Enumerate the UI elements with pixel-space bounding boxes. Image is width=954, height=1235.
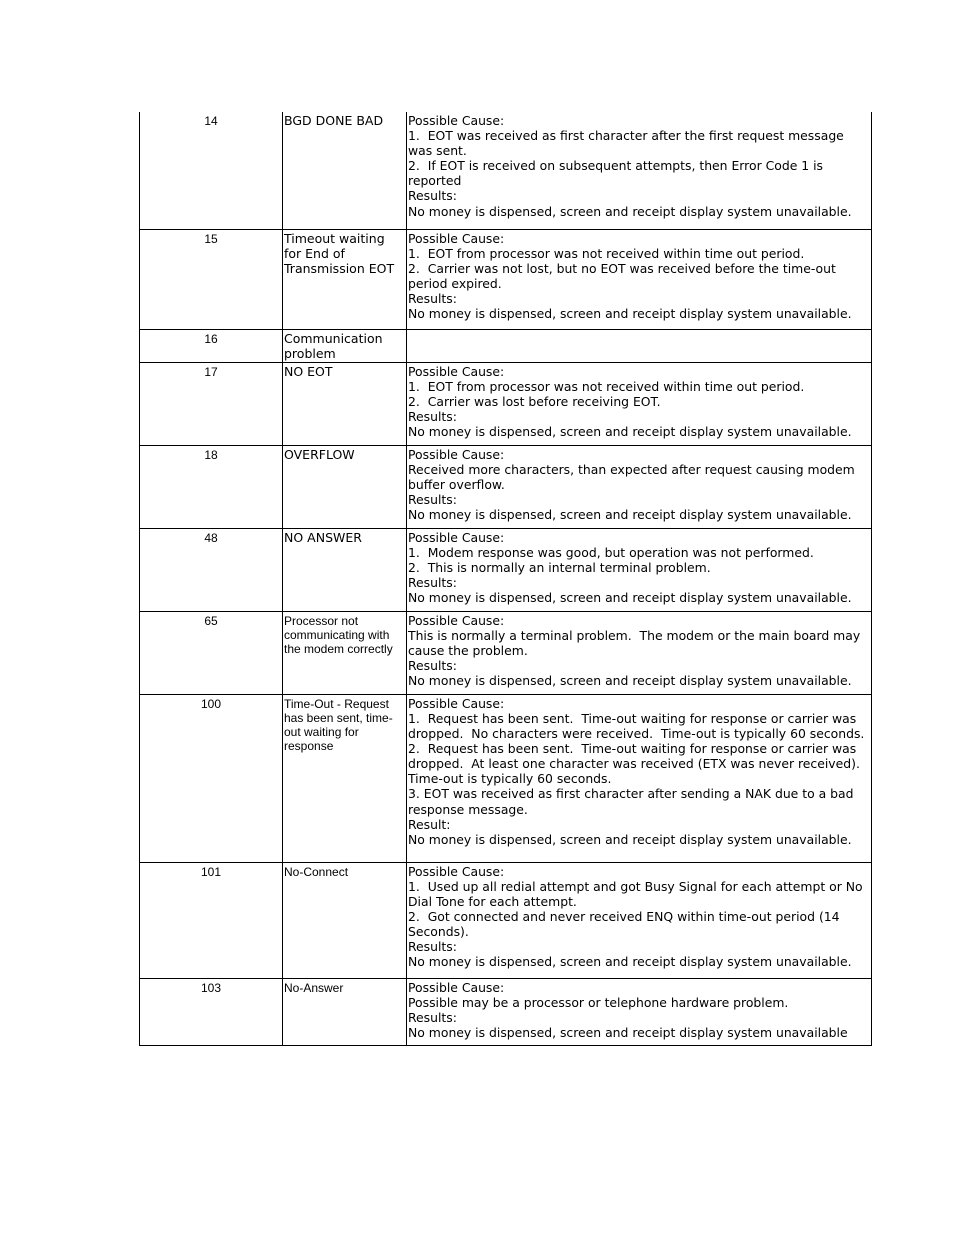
error-code-cell: 100 — [140, 694, 283, 862]
table-row — [140, 445, 872, 528]
error-description-cell — [407, 611, 872, 694]
description-line: 1. EOT from processor was not received within time out period. — [408, 379, 805, 394]
error-code-cell: 65 — [140, 611, 283, 694]
description-line: Results: — [408, 409, 457, 425]
error-code-cell: 101 — [140, 862, 283, 978]
error-name-cell: NO EOT — [283, 362, 407, 445]
error-description-cell — [407, 978, 872, 1045]
error-description-cell — [407, 329, 872, 362]
description-line: No money is dispensed, screen and receipt display system unavailable. — [408, 831, 852, 847]
error-name-cell: OVERFLOW — [283, 445, 407, 528]
table-row — [140, 978, 872, 1045]
error-description-cell — [407, 445, 872, 528]
description-line: Results: — [408, 188, 457, 204]
description-line: Possible Cause: — [408, 695, 505, 711]
description-line: Possible Cause: — [408, 230, 505, 246]
description-line: No money is dispensed, screen and receipt display system unavailable. — [408, 590, 852, 606]
description-line: Results: — [408, 939, 457, 955]
description-line: Results: — [408, 1010, 457, 1026]
table-row — [140, 229, 872, 329]
description-line: No money is dispensed, screen and receipt display system unavailable. — [408, 954, 852, 970]
error-description-cell — [407, 362, 872, 445]
description-line: 2. This is normally an internal terminal problem. — [408, 560, 711, 576]
table-row — [140, 329, 872, 362]
error-code-cell: 15 — [140, 229, 283, 329]
description-line: Possible Cause: — [408, 529, 505, 545]
error-code-cell: 48 — [140, 528, 283, 611]
description-line: Possible Cause: — [408, 979, 505, 995]
error-code-cell: 14 — [140, 112, 283, 229]
table-row — [140, 528, 872, 611]
error-code-cell: 16 — [140, 329, 283, 362]
description-line: 1. EOT was received as first character after the first request message was sent. — [408, 128, 848, 159]
description-line: No money is dispensed, screen and receipt display system unavailable — [408, 1025, 848, 1041]
description-line: No money is dispensed, screen and receipt display system unavailable. — [408, 305, 852, 321]
table-row — [140, 862, 872, 978]
table-row — [140, 362, 872, 445]
error-name-cell: No-Connect — [283, 862, 407, 978]
description-line: Results: — [408, 658, 457, 674]
description-line: Possible Cause: — [408, 113, 505, 128]
description-line: 2. Carrier was not lost, but no EOT was received before the time-out period expired. — [408, 260, 840, 291]
description-line: No money is dispensed, screen and receipt display system unavailable. — [408, 424, 852, 440]
error-description-cell — [407, 694, 872, 862]
description-line: Results: — [408, 575, 457, 591]
description-line: No money is dispensed, screen and receipt display system unavailable. — [408, 507, 852, 523]
description-line: 2. Request has been sent. Time-out waiting for response or carrier was dropped. At least one character was received (ETX was never received). Time-out is typically 60 seconds. — [408, 741, 864, 787]
error-name-cell: No-Answer — [283, 978, 407, 1045]
table-row — [140, 611, 872, 694]
description-line: Received more characters, than expected after request causing modem buffer overflow. — [408, 462, 859, 493]
error-description-cell — [407, 862, 872, 978]
table-row — [140, 112, 872, 229]
description-line: 1. Modem response was good, but operation was not performed. — [408, 545, 814, 560]
error-description-cell — [407, 112, 872, 229]
error-name-cell: NO ANSWER — [283, 528, 407, 611]
error-name-cell: Communication problem — [283, 329, 407, 362]
description-line: Possible Cause: — [408, 863, 505, 879]
error-code-cell: 103 — [140, 978, 283, 1045]
description-line: 3. EOT was received as first character after sending a NAK due to a bad response message. — [408, 786, 858, 817]
error-name-cell: Time-Out - Request has been sent, time-out waiting for response — [283, 694, 407, 862]
description-line: 1. Request has been sent. Time-out waiting for response or carrier was dropped. No characters were received. Time-out is typically 60 seconds. — [408, 711, 865, 742]
description-line: Possible may be a processor or telephone hardware problem. — [408, 995, 789, 1010]
error-description-cell — [407, 229, 872, 329]
error-description-cell — [407, 528, 872, 611]
error-code-table — [139, 112, 872, 1046]
error-code-cell: 17 — [140, 362, 283, 445]
error-code-cell: 18 — [140, 445, 283, 528]
table-row — [140, 694, 872, 862]
description-line: Result: — [408, 816, 451, 832]
description-line: Results: — [408, 290, 457, 306]
error-name-cell: Processor not communicating with the modem correctly — [283, 611, 407, 694]
description-line: Possible Cause: — [408, 363, 505, 379]
error-name-cell: BGD DONE BAD — [283, 112, 407, 229]
description-line: Results: — [408, 492, 457, 508]
error-name-cell: Timeout waiting for End of Transmission EOT — [283, 229, 407, 329]
description-line: No money is dispensed, screen and receipt display system unavailable. — [408, 203, 852, 219]
description-line: 1. Used up all redial attempt and got Busy Signal for each attempt or No Dial Tone for each attempt. — [408, 879, 867, 910]
description-line: 2. Carrier was lost before receiving EOT. — [408, 394, 661, 410]
description-line: Possible Cause: — [408, 446, 505, 462]
description-line: 2. If EOT is received on subsequent attempts, then Error Code 1 is reported — [408, 158, 827, 189]
description-line: This is normally a terminal problem. The modem or the main board may cause the problem. — [408, 628, 865, 659]
description-line: 1. EOT from processor was not received within time out period. — [408, 245, 805, 261]
description-line: No money is dispensed, screen and receipt display system unavailable. — [408, 673, 852, 689]
description-line: 2. Got connected and never received ENQ within time-out period (14 Seconds). — [408, 909, 844, 940]
description-line: Possible Cause: — [408, 612, 505, 628]
